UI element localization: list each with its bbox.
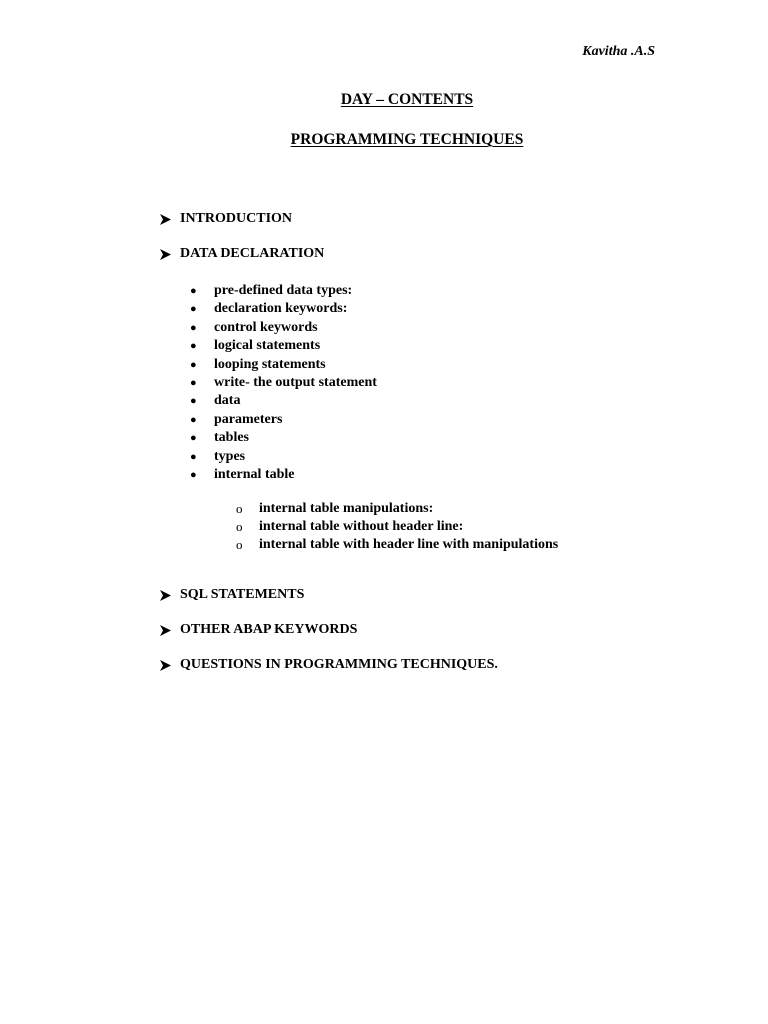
hollow-circle-icon: o	[236, 519, 243, 534]
arrowhead-bullet-icon	[160, 249, 180, 260]
bullet-dot-icon: ●	[190, 321, 197, 334]
arrowhead-bullet-icon	[160, 625, 180, 636]
hollow-circle-icon: o	[236, 537, 243, 552]
section-questions	[160, 657, 498, 673]
hollow-circle-icon: o	[236, 501, 243, 516]
bullet-dot-icon: ●	[190, 468, 197, 481]
section-introduction	[160, 211, 292, 227]
data-declaration-list	[190, 282, 377, 484]
section-label: SQL STATEMENTS	[180, 587, 305, 602]
internal-table-list	[236, 500, 558, 554]
section-label: DATA DECLARATION	[180, 246, 325, 261]
list-item: ● declaration keywords:	[190, 300, 377, 318]
arrowhead-bullet-icon	[160, 214, 180, 225]
section-label: INTRODUCTION	[180, 211, 293, 226]
sub-list-item: o internal table with header line with manipulations	[236, 537, 559, 552]
list-item: ● parameters	[190, 411, 377, 429]
bullet-dot-icon: ●	[190, 432, 197, 445]
bullet-dot-icon: ●	[190, 303, 197, 316]
sub-list-item: o internal table without header line:	[236, 519, 464, 534]
section-label: QUESTIONS IN PROGRAMMING TECHNIQUES.	[180, 657, 498, 672]
bullet-dot-icon: ●	[190, 376, 197, 389]
bullet-dot-icon: ●	[190, 450, 197, 463]
section-label: OTHER ABAP KEYWORDS	[180, 622, 358, 637]
list-item: ● tables	[190, 429, 377, 447]
topic-title: PROGRAMMING TECHNIQUES	[290, 131, 524, 148]
bullet-dot-icon: ●	[190, 413, 197, 426]
sub-list-item: o internal table manipulations:	[236, 501, 434, 516]
list-item: ● control keywords	[190, 319, 377, 337]
list-item: ● write- the output statement	[190, 374, 377, 392]
list-item: ● types	[190, 448, 377, 466]
bullet-dot-icon: ●	[190, 285, 197, 297]
list-item: ● internal table	[190, 466, 377, 484]
section-data-declaration	[160, 246, 324, 262]
author-name: Kavitha .A.S	[582, 44, 655, 59]
section-sql-statements	[160, 587, 304, 603]
page-title: DAY – CONTENTS	[340, 91, 474, 108]
arrowhead-bullet-icon	[160, 590, 180, 601]
arrowhead-bullet-icon	[160, 660, 180, 671]
bullet-dot-icon: ●	[190, 395, 197, 408]
list-item: ● pre-defined data types:	[190, 282, 377, 300]
list-item: ● looping statements	[190, 356, 377, 374]
bullet-dot-icon: ●	[190, 340, 197, 353]
list-item: ● logical statements	[190, 337, 377, 355]
bullet-dot-icon: ●	[190, 358, 197, 371]
section-other-abap-keywords	[160, 622, 357, 638]
list-item: ● data	[190, 392, 377, 410]
